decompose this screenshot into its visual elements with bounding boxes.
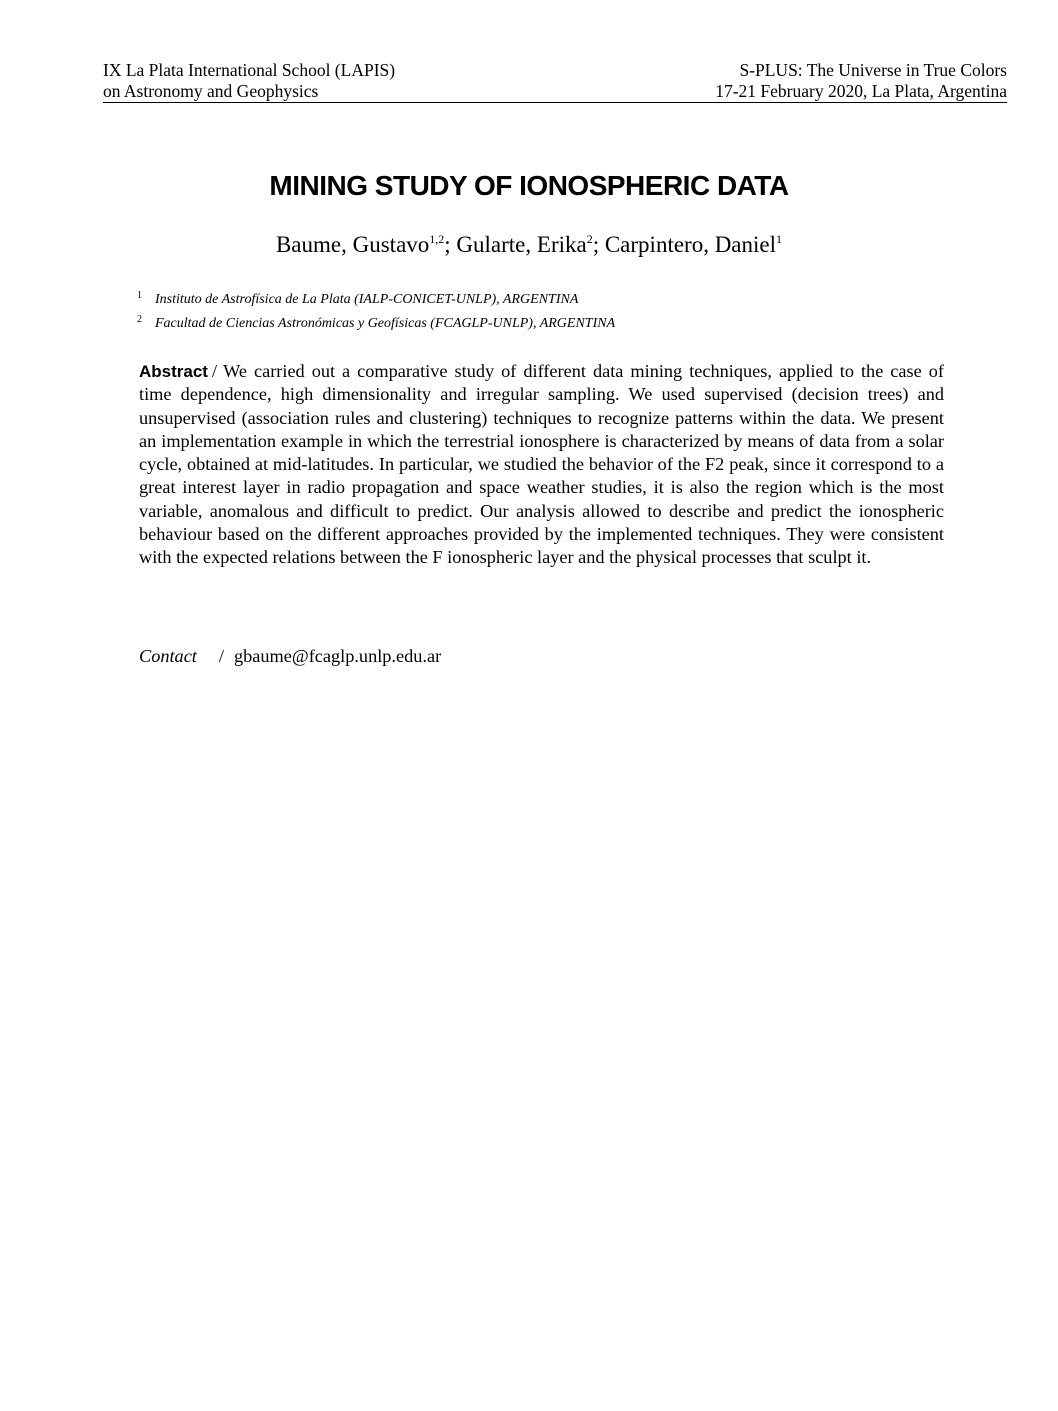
contact-label: Contact — [139, 646, 197, 666]
header-right — [715, 60, 1007, 102]
author-list — [0, 232, 1058, 258]
author: Gularte, Erika$^2$; — [456, 232, 605, 257]
affiliation: 2 Facultad de Ciencias Astronómicas y Geofísicas (FCAGLP-UNLP), ARGENTINA — [137, 314, 616, 331]
author: Carpintero, Daniel$^1$ — [604, 232, 783, 257]
header-school: IX La Plata International School (LAPIS) — [103, 60, 396, 80]
contact-email[interactable]: gbaume@fcaglp.unlp.edu.ar — [233, 646, 442, 666]
abstract — [139, 360, 944, 570]
abstract-separator: / — [211, 361, 218, 381]
header-date-place: 17-21 February 2020, La Plata, Argentina — [715, 81, 1007, 101]
running-header — [103, 60, 1007, 103]
contact — [139, 646, 441, 667]
abstract-label: Abstract — [139, 362, 208, 381]
author-affiliation-mark: 2 — [586, 232, 593, 246]
author-affiliation-mark: 1,2 — [429, 232, 445, 246]
contact-separator: / — [218, 646, 224, 666]
header-left — [103, 60, 395, 102]
author-affiliation-mark: 1 — [776, 232, 783, 246]
header-event: S-PLUS: The Universe in True Colors — [739, 60, 1007, 80]
paper-title: MINING STUDY OF IONOSPHERIC DATA — [269, 170, 789, 201]
affiliations — [137, 286, 615, 334]
header-school-sub: on Astronomy and Geophysics — [103, 81, 319, 101]
abstract-text: We carried out a comparative study of different data mining techniques, applied to the case of time dependence, high dimensionality and irregular sampling. We used supervised (decision trees) and unsupervised (association rules and clustering) techniques to recognize patterns within the data. We present an implementation example in which the terrestrial ionosphere is characterized by means of data from a solar cycle, obtained at mid-latitudes. In particular, we studied the behavior of the F2 peak, since it correspond to a great interest layer in radio propagation and space weather studies, it is also the region which is the most variable, anomalous and difficult to predict. Our analysis allowed to describe and predict the ionospheric behaviour based on the different approaches provided by the implemented techniques. They were consistent with the expected relations between the F ionospheric layer and the physical processes that sculpt it. — [139, 361, 944, 568]
author: Baume, Gustavo$^{1,2}$; — [275, 232, 457, 257]
affiliation: 1 Instituto de Astrofísica de La Plata (IALP-CONICET-UNLP), ARGENTINA — [137, 290, 579, 307]
